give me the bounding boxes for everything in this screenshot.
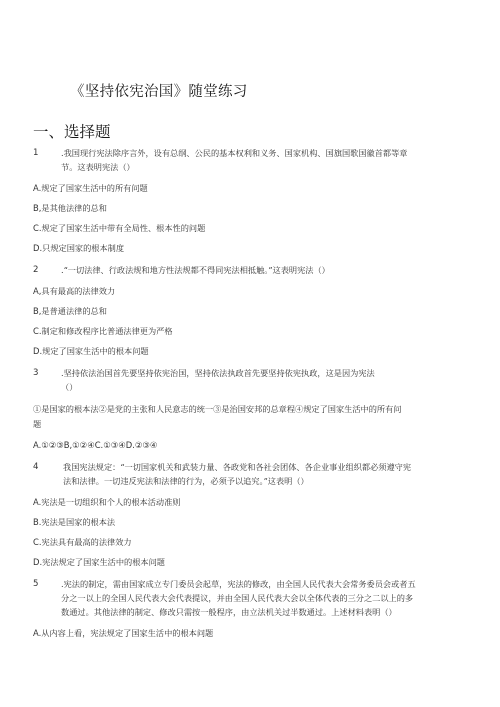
option-text: 具有最高的法律效力 bbox=[41, 286, 116, 296]
question-4-option-c[interactable] bbox=[33, 536, 467, 548]
question-3-stem bbox=[33, 366, 467, 394]
question-4-option-d[interactable] bbox=[33, 556, 467, 568]
question-text bbox=[61, 366, 467, 394]
question-text-line: （） bbox=[61, 382, 78, 392]
question-number: 5 bbox=[33, 579, 39, 589]
option-text: 宪法是国家的根本法 bbox=[41, 517, 116, 527]
question-text-line: 我国宪法规定：“一切国家机关和武装力量、各政党和各社会团体、各企业事业组织都必须遵守宪 bbox=[63, 462, 412, 472]
question-text-line: 数通过。其他法律的制定、修改只需按一般程序，由立法机关过半数通过。上述材料表明（） bbox=[61, 607, 397, 617]
option-letter: A. bbox=[33, 497, 42, 507]
question-number: 1 bbox=[33, 148, 39, 158]
question-5-stem bbox=[33, 577, 467, 619]
option-letter: A. bbox=[33, 628, 42, 638]
option-letter: D. bbox=[33, 243, 43, 253]
section-heading: 一、选择题 bbox=[33, 123, 111, 141]
option-letter: A. bbox=[33, 183, 42, 193]
option-letter: A, bbox=[33, 286, 42, 296]
option-letter: D. bbox=[33, 346, 43, 356]
option-letter: B, bbox=[33, 203, 42, 213]
option-text: 是其他法律的总和 bbox=[41, 203, 107, 213]
question-5-option-a[interactable] bbox=[33, 627, 467, 639]
question-2-option-d[interactable] bbox=[33, 345, 467, 357]
question-text bbox=[61, 577, 467, 619]
question-text-line: .“一切法律、行政法规和地方性法规都不得同宪法相抵触。”这表明宪法（） bbox=[61, 265, 330, 275]
option-text: 宪法是一切组织和个人的根本活动准则 bbox=[41, 497, 181, 507]
question-3-choices[interactable]: A.①②③B,①②④C.①③④D.②③④ bbox=[33, 440, 158, 450]
question-text-line: .坚持依法治国首先要坚持依宪治国，坚持依法执政首先要坚持依宪执政，这是因为宪法 bbox=[61, 368, 375, 378]
question-4-option-a[interactable] bbox=[33, 496, 467, 508]
question-text bbox=[63, 460, 467, 488]
question-4-stem bbox=[33, 460, 467, 488]
question-number: 2 bbox=[33, 265, 39, 275]
question-4-option-b[interactable] bbox=[33, 516, 467, 528]
question-3-statements bbox=[33, 402, 467, 432]
option-letter: B, bbox=[33, 306, 42, 316]
question-2-option-b[interactable] bbox=[33, 305, 467, 317]
question-text bbox=[61, 263, 467, 277]
question-2-option-c[interactable] bbox=[33, 325, 467, 337]
option-text: 只规定国家的根本制度 bbox=[42, 243, 125, 253]
question-list bbox=[33, 146, 467, 639]
statement-line: 题 bbox=[33, 419, 42, 429]
question-text-line: 分之一以上的全国人民代表大会代表提议，并由全国人民代表大会以全体代表的三分之二以上的多 bbox=[61, 593, 414, 603]
question-1-option-d[interactable] bbox=[33, 242, 467, 254]
option-text: 从内容上看，宪法规定了国家生活中的根本问题 bbox=[41, 628, 214, 638]
question-text-line: .宪法的制定，需由国家成立专门委员会起草，宪法的修改，由全国人民代表大会常务委员会或者五 bbox=[61, 579, 416, 589]
question-number: 3 bbox=[33, 368, 39, 378]
question-text-line: 节。这表明宪法（） bbox=[61, 162, 135, 172]
question-text bbox=[61, 146, 467, 174]
option-letter: B. bbox=[33, 517, 42, 527]
statement-line: ①是国家的根本法②是党的主张和人民意志的统一③是治国安邦的总章程④规定了国家生活中的所有问 bbox=[33, 404, 402, 414]
question-2-stem bbox=[33, 263, 467, 277]
option-text: 宪法规定了国家生活中的根本问题 bbox=[42, 557, 165, 567]
question-1-option-b[interactable] bbox=[33, 202, 467, 214]
option-text: 宪法具有最高的法律效力 bbox=[41, 537, 132, 547]
question-2-option-a[interactable] bbox=[33, 285, 467, 297]
option-text: 规定了国家生活中带有全局性、根本性的问题 bbox=[41, 223, 206, 233]
question-text-line: 法和法律。一切违反宪法和法律的行为，必须予以追究。”这表明（） bbox=[63, 476, 309, 486]
question-1-option-a[interactable] bbox=[33, 182, 467, 194]
option-text: 是普通法律的总和 bbox=[41, 306, 107, 316]
option-letter: C. bbox=[33, 537, 42, 547]
option-text: 规定了国家生活中的所有问题 bbox=[41, 183, 148, 193]
question-1-stem bbox=[33, 146, 467, 174]
document-title: 《坚持依宪治国》随堂练习 bbox=[70, 84, 248, 100]
option-text: 规定了国家生活中的根本问题 bbox=[42, 346, 149, 356]
question-text-line: .我国现行宪法除序言外，设有总纲、公民的基本权利和义务、国家机构、国旗国歌国徽首都等章 bbox=[61, 148, 408, 158]
option-letter: C. bbox=[33, 223, 42, 233]
option-text: 制定和修改程序比普通法律更为严格 bbox=[41, 326, 173, 336]
option-letter: D. bbox=[33, 557, 43, 567]
question-number: 4 bbox=[33, 462, 39, 472]
question-1-option-c[interactable] bbox=[33, 222, 467, 234]
option-letter: C. bbox=[33, 326, 42, 336]
